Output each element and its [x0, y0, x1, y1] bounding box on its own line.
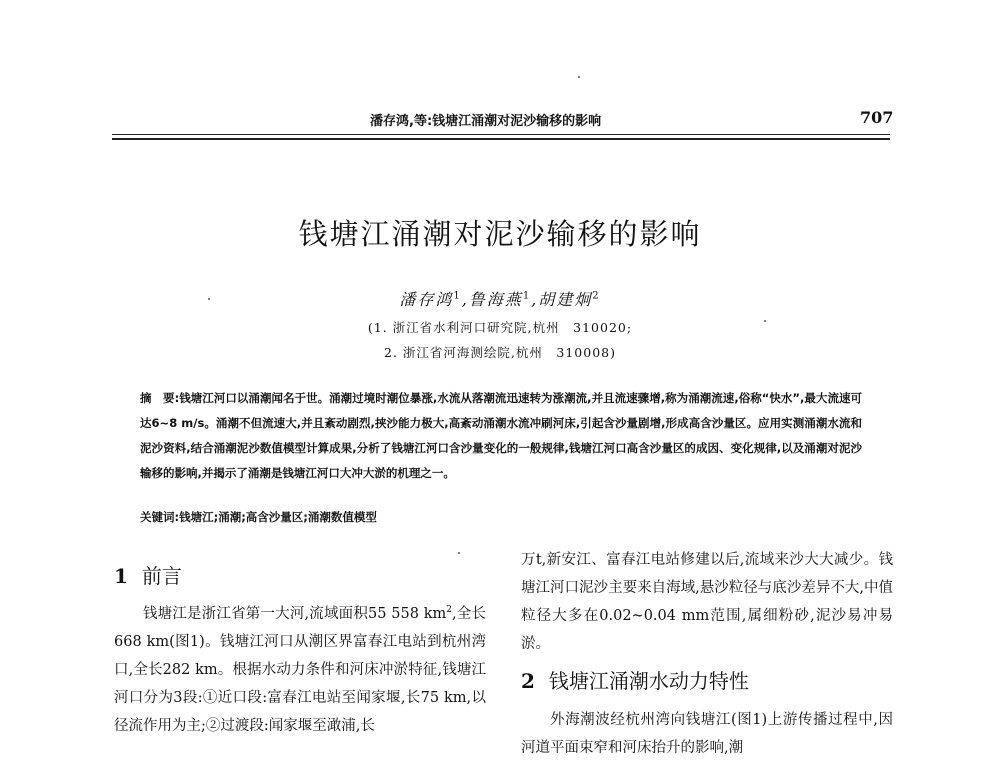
author-name: 鲁海燕 [468, 290, 523, 309]
section-number: 1 [114, 564, 128, 588]
author-list: 潘存鸿$^1$,鲁海燕$^1$,胡建炯$^2$ [399, 290, 601, 309]
author-name: 潘存鸿 [399, 290, 454, 309]
abstract [140, 386, 862, 486]
right-column-continuation [521, 546, 893, 658]
abstract-label: 摘 要: [140, 391, 180, 405]
paragraph: 万t,新安江、富春江电站修建以后,流域来沙大大减少。钱塘江河口泥沙主要来自海域,悬沙粒径与底沙差异不大,中值粒径大多在0.02~0.04 mm范围,属细粉砂,泥沙易冲易淤。 [521, 552, 893, 652]
paragraph [114, 596, 486, 740]
author-affiliation-mark: 1 [522, 290, 532, 302]
left-column-body [114, 596, 486, 740]
superscript: 2 [446, 605, 453, 615]
section-2-heading [521, 665, 749, 694]
keywords [140, 509, 862, 525]
scan-speck [458, 552, 460, 554]
right-column-body [521, 706, 893, 762]
scan-speck [578, 76, 580, 78]
running-header-title: 潘存鸿,等:钱塘江涌潮对泥沙输移的影响 [370, 114, 602, 129]
section-title: 钱塘江涌潮水动力特性 [548, 669, 749, 693]
author-name: 胡建炯 [538, 290, 593, 309]
keywords-text: 钱塘江;涌潮;高含沙量区;涌潮数值模型 [179, 510, 377, 524]
abstract-text: 钱塘江河口以涌潮闻名于世。涌潮过境时潮位暴涨,水流从落潮流迅速转为涨潮流,并且流速骤增,称为涌潮流速,俗称“快水”,最大流速可达6~8 m/s。涌潮不但流速大,并且紊动剧烈,挟沙能力极大,高紊动涌潮水流冲刷河床,引起含沙量剧增,形成高含沙量区。应用实测涌潮水流和泥沙资料,结合涌潮泥沙数值模型计算成果,分析了钱塘江河口含沙量变化的一般规律,钱塘江河口高含沙量区的成因、变化规律,以及涌潮对泥沙输移的影响,并揭示了涌潮是钱塘江河口大冲大淤的机理之一。 [140, 391, 863, 480]
section-title: 前言 [141, 564, 182, 588]
author-affiliation-mark: 1 [453, 290, 462, 302]
header-rule-thick [112, 138, 890, 140]
article-title: 钱塘江涌潮对泥沙输移的影响 [298, 217, 702, 251]
keywords-label: 关键词: [140, 510, 180, 524]
affiliation-1: (1. 浙江省水利河口研究院,杭州 310020; [367, 320, 633, 335]
header-rule-thin [112, 134, 890, 135]
section-number: 2 [521, 669, 535, 693]
author-affiliation-mark: 2 [592, 290, 601, 302]
paragraph-text: 钱塘江是浙江省第一大河,流域面积55 558 km [143, 605, 447, 622]
section-1-heading [114, 560, 182, 589]
page-number: 707 [860, 108, 894, 127]
paragraph-text: ,全长668 km(图1)。钱塘江河口从潮区界富春江电站到杭州湾口,全长282 km。根据水动力条件和河床冲淤特征,钱塘江河口分为3段:①近口段:富春江电站至闻家堰,长75 km,以径流作用为主;②过渡段:闻家堰至澉浦,长 [114, 605, 486, 734]
affiliation-2: 2. 浙江省河海测绘院,杭州 310008) [384, 345, 616, 360]
paragraph: 外海潮波经杭州湾向钱塘江(图1)上游传播过程中,因河道平面束窄和河床抬升的影响,潮 [521, 712, 893, 756]
